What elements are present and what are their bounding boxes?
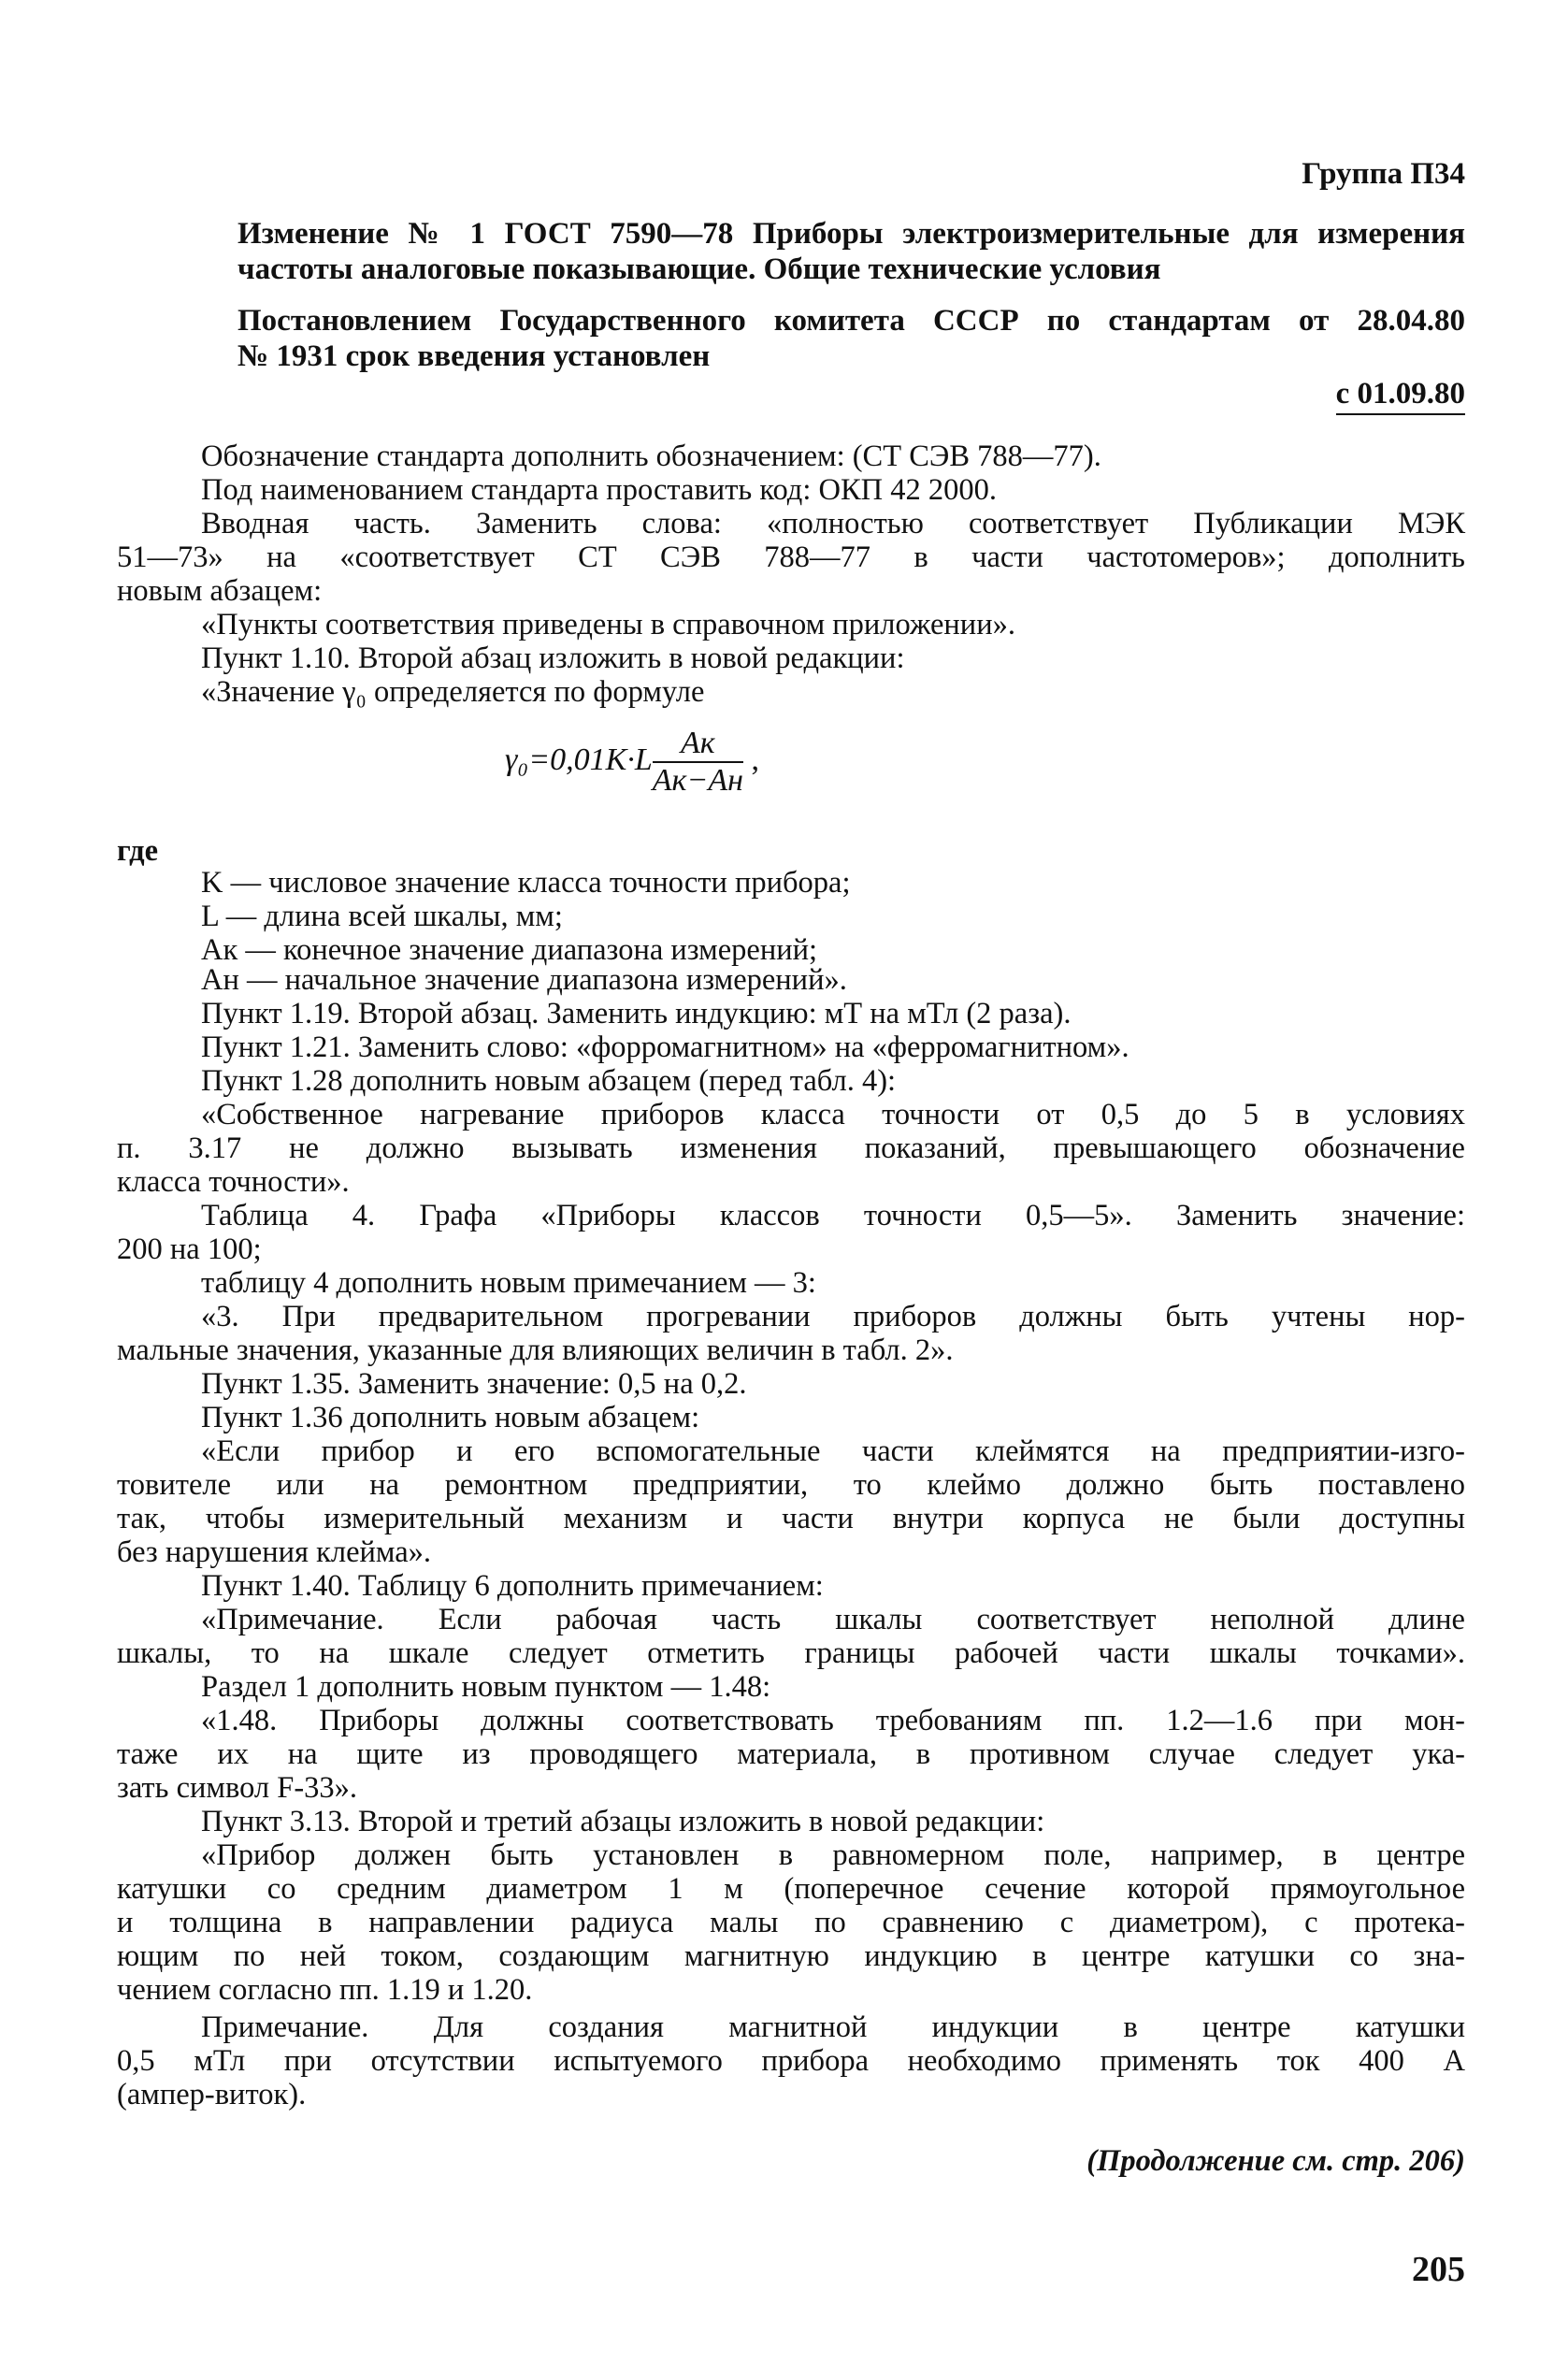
text-line: Пункт 1.10. Второй абзац изложить в новой редакции:	[201, 641, 905, 675]
text-line: «Собственное нагревание приборов класса точности от 0,5 до 5 в условиях	[201, 1098, 1465, 1131]
text-line: 0,5 мТл при отсутствии испытуемого прибора необходимо применять ток 400 А	[117, 2044, 1465, 2078]
formula-numerator: Aк	[653, 726, 743, 763]
formula	[505, 726, 759, 799]
change-title-line2: частоты аналоговые показывающие. Общие технические условия	[237, 252, 1161, 286]
text-line: «Примечание. Если рабочая часть шкалы соответствует неполной длине	[201, 1603, 1465, 1636]
text-line: «Если прибор и его вспомогательные части клеймятся на предприятии-изго-	[201, 1434, 1465, 1468]
text-line: Пункт 1.36 дополнить новым абзацем:	[201, 1401, 700, 1434]
change-title-line1: Изменение № 1 ГОСТ 7590—78 Приборы электроизмерительные для измерения	[237, 217, 1465, 251]
text-line: новым абзацем:	[117, 574, 323, 608]
text-line: таже их на щите из проводящего материала, в противном случае следует ука-	[117, 1737, 1465, 1771]
definition-line: Aк — конечное значение диапазона измерений;	[201, 933, 818, 967]
text-line: и толщина в направлении радиуса малы по сравнению с диаметром), с протека-	[117, 1906, 1465, 1939]
formula-denominator: Aк−Aн	[652, 763, 744, 798]
continuation-note: (Продолжение см. стр. 206)	[1086, 2144, 1465, 2178]
formula-lhs: γ₀=0,01K·L	[505, 742, 653, 777]
text-line: Примечание. Для создания магнитной индукции в центре катушки	[201, 2010, 1465, 2044]
group-code: Группа П34	[1302, 157, 1465, 191]
text-line: Пункт 1.21. Заменить слово: «форромагнитном» на «ферромагнитном».	[201, 1030, 1129, 1064]
text-line: «3. При предварительном прогревании приборов должны быть учтены нор-	[201, 1300, 1465, 1333]
text-line: ющим по ней током, создающим магнитную индукцию в центре катушки со зна-	[117, 1939, 1465, 1973]
text-line: так, чтобы измерительный механизм и части внутри корпуса не были доступны	[117, 1502, 1465, 1535]
text-line: Пункт 1.19. Второй абзац. Заменить индукцию: мТ на мТл (2 раза).	[201, 997, 1072, 1030]
text-line: Пункт 1.35. Заменить значение: 0,5 на 0,2.	[201, 1367, 747, 1401]
text-line: товителе или на ремонтном предприятии, то клеймо должно быть поставлено	[117, 1468, 1465, 1502]
decree-line2: № 1931 срок введения установлен	[237, 339, 711, 373]
text-line: «Прибор должен быть установлен в равномерном поле, например, в центре	[201, 1838, 1465, 1872]
text-line: Под наименованием стандарта проставить код: ОКП 42 2000.	[201, 473, 997, 507]
text-line: 200 на 100;	[117, 1232, 262, 1266]
definition-line: L — длина всей шкалы, мм;	[201, 900, 563, 933]
text-line: «Пункты соответствия приведены в справочном приложении».	[201, 608, 1015, 641]
definition-line: K — числовое значение класса точности прибора;	[201, 866, 851, 900]
text-line: 51—73» на «соответствует СТ СЭВ 788—77 в части частотомеров»; дополнить	[117, 540, 1465, 574]
text-line: Пункт 1.40. Таблицу 6 дополнить примечанием:	[201, 1569, 824, 1603]
text-line: чением согласно пп. 1.19 и 1.20.	[117, 1973, 533, 2007]
text-line: таблицу 4 дополнить новым примечанием — 3:	[201, 1266, 816, 1300]
text-line: мальные значения, указанные для влияющих величин в табл. 2».	[117, 1333, 954, 1367]
text-line: «Значение γ₀ определяется по формуле	[201, 675, 705, 709]
formula-fraction	[653, 726, 743, 799]
text-line: Обозначение стандарта дополнить обозначением: (СТ СЭВ 788—77).	[201, 439, 1101, 473]
text-line: «1.48. Приборы должны соответствовать требованиям пп. 1.2—1.6 при мон-	[201, 1704, 1465, 1737]
text-line: шкалы, то на шкале следует отметить границы рабочей части шкалы точками».	[117, 1636, 1465, 1670]
effective-date: с 01.09.80	[1336, 377, 1465, 415]
text-line: Пункт 3.13. Второй и третий абзацы изложить в новой редакции:	[201, 1805, 1045, 1838]
text-line: Таблица 4. Графа «Приборы классов точности 0,5—5». Заменить значение:	[201, 1199, 1465, 1232]
text-line: зать символ F-33».	[117, 1771, 358, 1805]
where-label: где	[117, 834, 159, 868]
text-line: класса точности».	[117, 1165, 350, 1199]
definition-line: Aн — начальное значение диапазона измерений».	[201, 963, 847, 997]
text-line: п. 3.17 не должно вызывать изменения показаний, превышающего обозначение	[117, 1131, 1465, 1165]
formula-comma: ,	[751, 742, 760, 777]
decree-line1: Постановлением Государственного комитета СССР по стандартам от 28.04.80	[237, 304, 1465, 338]
page-number: 205	[1412, 2250, 1465, 2289]
text-line: (ампер-виток).	[117, 2078, 307, 2111]
text-line: катушки со средним диаметром 1 м (поперечное сечение которой прямоугольное	[117, 1872, 1465, 1906]
text-line: Пункт 1.28 дополнить новым абзацем (перед табл. 4):	[201, 1064, 897, 1098]
text-line: Раздел 1 дополнить новым пунктом — 1.48:	[201, 1670, 771, 1704]
text-line: Вводная часть. Заменить слова: «полностью соответствует Публикации МЭК	[201, 507, 1465, 540]
text-line: без нарушения клейма».	[117, 1535, 432, 1569]
